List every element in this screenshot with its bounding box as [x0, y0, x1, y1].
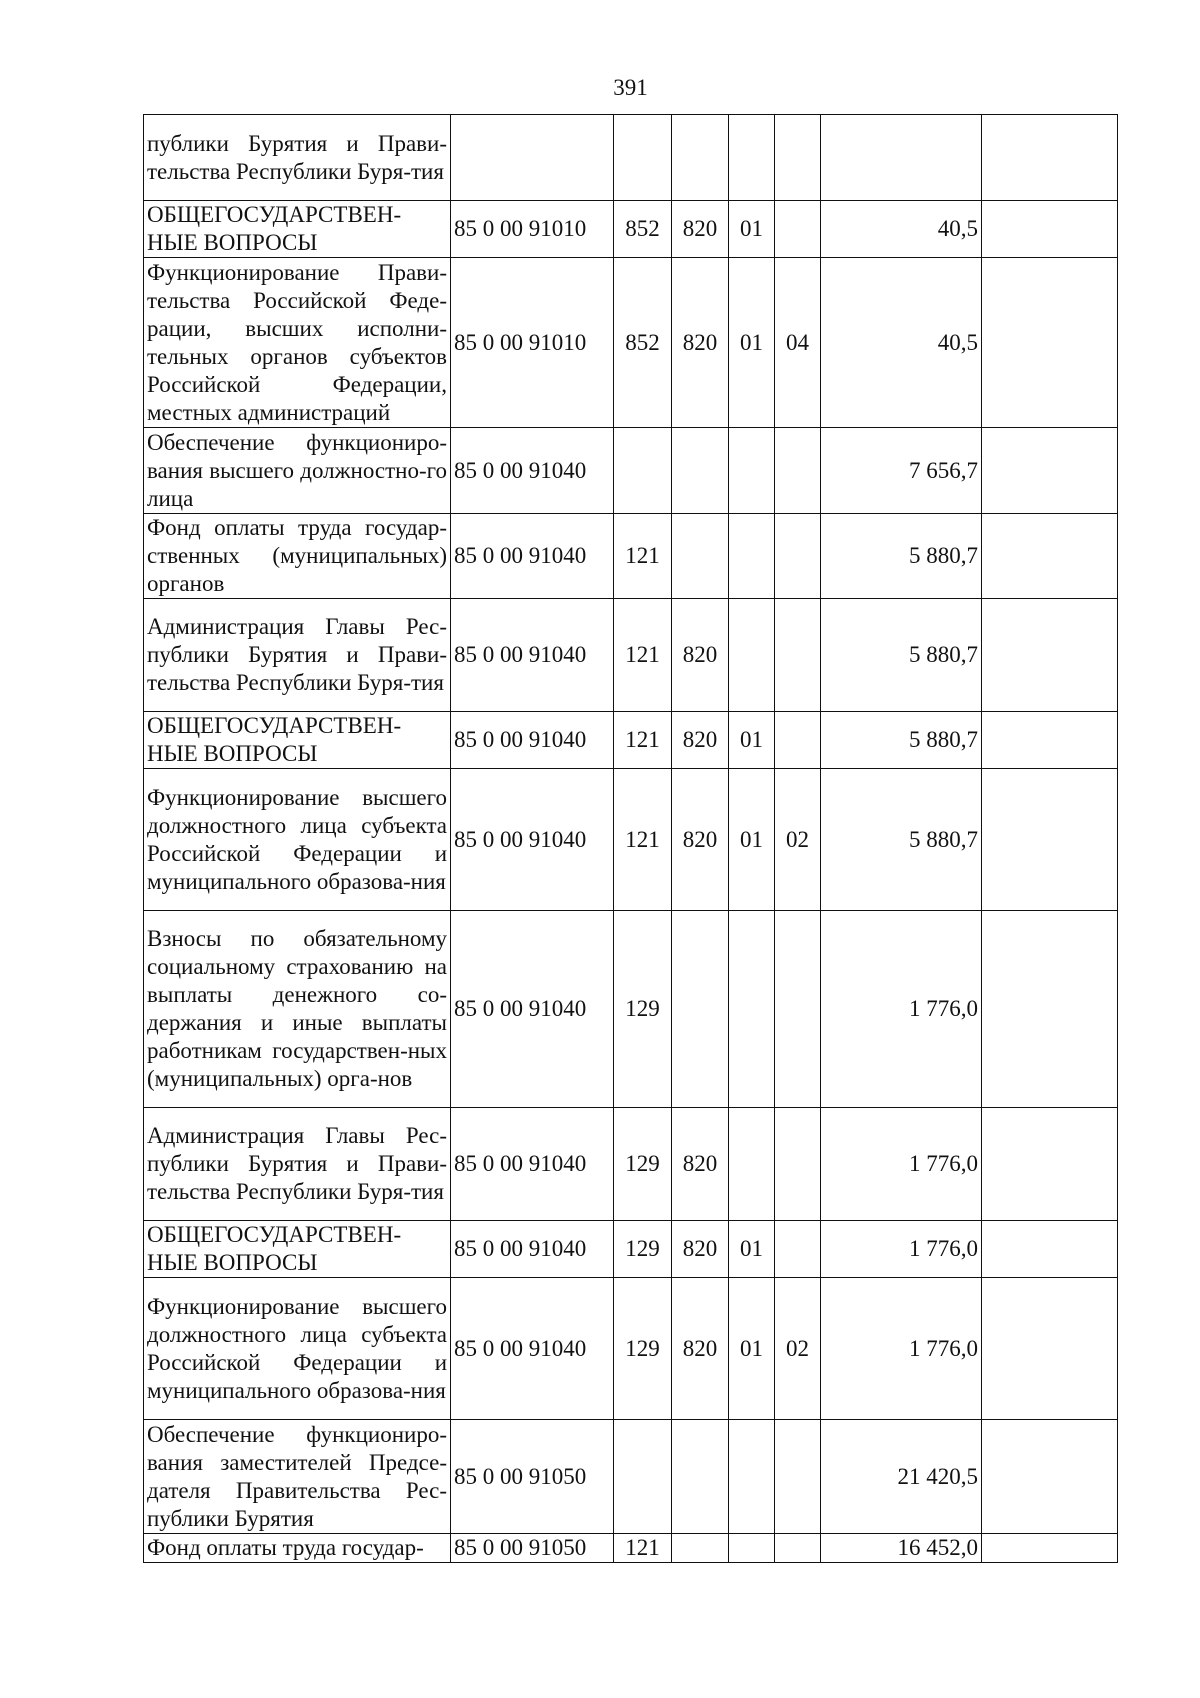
row-extra [982, 514, 1118, 599]
row-subsection [775, 1420, 821, 1534]
row-subsection [775, 911, 821, 1108]
row-amount: 5 880,7 [821, 599, 982, 712]
row-name: Фонд оплаты труда государ- [144, 1534, 451, 1563]
row-subsection [775, 514, 821, 599]
row-expense-type: 129 [614, 1108, 672, 1221]
row-target-article: 85 0 00 91010 [451, 201, 614, 258]
budget-table [143, 114, 1118, 1563]
row-section [729, 911, 775, 1108]
row-subsection [775, 712, 821, 769]
row-extra [982, 115, 1118, 201]
row-amount: 21 420,5 [821, 1420, 982, 1534]
row-name: ОБЩЕГОСУДАРСТВЕН-НЫЕ ВОПРОСЫ [144, 712, 451, 769]
row-target-article: 85 0 00 91010 [451, 258, 614, 428]
row-administrator-code [672, 428, 729, 514]
table-row [144, 1534, 1118, 1563]
table-row [144, 201, 1118, 258]
row-extra [982, 201, 1118, 258]
row-target-article: 85 0 00 91040 [451, 1278, 614, 1420]
row-subsection [775, 599, 821, 712]
row-expense-type: 129 [614, 1221, 672, 1278]
row-administrator-code: 820 [672, 599, 729, 712]
row-name: Администрация Главы Рес-публики Бурятия и Прави-тельства Республики Буря-тия [144, 599, 451, 712]
row-amount: 5 880,7 [821, 769, 982, 911]
row-section: 01 [729, 1278, 775, 1420]
row-amount: 5 880,7 [821, 712, 982, 769]
row-subsection [775, 201, 821, 258]
row-expense-type: 852 [614, 258, 672, 428]
row-expense-type: 121 [614, 769, 672, 911]
table-row [144, 1278, 1118, 1420]
row-section [729, 428, 775, 514]
table-row [144, 599, 1118, 712]
row-extra [982, 1420, 1118, 1534]
row-subsection [775, 1534, 821, 1563]
row-name: Функционирование высшего должностного лица субъекта Российской Федерации и муниципального образова-ния [144, 1278, 451, 1420]
row-name: Функционирование высшего должностного лица субъекта Российской Федерации и муниципального образова-ния [144, 769, 451, 911]
row-section: 01 [729, 201, 775, 258]
row-extra [982, 1534, 1118, 1563]
row-extra [982, 1221, 1118, 1278]
row-subsection [775, 1221, 821, 1278]
row-administrator-code: 820 [672, 201, 729, 258]
row-expense-type [614, 428, 672, 514]
row-subsection: 02 [775, 769, 821, 911]
row-administrator-code [672, 1420, 729, 1534]
row-amount: 40,5 [821, 258, 982, 428]
row-administrator-code: 820 [672, 258, 729, 428]
table-row [144, 1221, 1118, 1278]
row-name: Администрация Главы Рес-публики Бурятия и Прави-тельства Республики Буря-тия [144, 1108, 451, 1221]
row-extra [982, 428, 1118, 514]
row-section [729, 1108, 775, 1221]
row-section: 01 [729, 712, 775, 769]
row-target-article: 85 0 00 91050 [451, 1420, 614, 1534]
row-amount: 1 776,0 [821, 1108, 982, 1221]
row-subsection: 04 [775, 258, 821, 428]
row-administrator-code: 820 [672, 1221, 729, 1278]
row-extra [982, 599, 1118, 712]
page-number: 391 [613, 75, 648, 100]
row-expense-type: 121 [614, 599, 672, 712]
row-administrator-code [672, 911, 729, 1108]
row-section: 01 [729, 1221, 775, 1278]
row-expense-type: 852 [614, 201, 672, 258]
row-extra [982, 1278, 1118, 1420]
row-amount: 5 880,7 [821, 514, 982, 599]
row-extra [982, 1108, 1118, 1221]
row-extra [982, 911, 1118, 1108]
row-expense-type: 121 [614, 1534, 672, 1563]
row-expense-type: 121 [614, 712, 672, 769]
table-row [144, 712, 1118, 769]
row-target-article: 85 0 00 91050 [451, 1534, 614, 1563]
row-expense-type [614, 115, 672, 201]
row-name: Функционирование Прави-тельства Российской Феде-рации, высших исполни-тельных органов субъектов Российской Федерации, местных администраций [144, 258, 451, 428]
row-expense-type: 129 [614, 1278, 672, 1420]
row-section [729, 1534, 775, 1563]
table-row [144, 769, 1118, 911]
row-target-article: 85 0 00 91040 [451, 769, 614, 911]
row-subsection [775, 115, 821, 201]
row-name: Фонд оплаты труда государ-ственных (муниципальных) органов [144, 514, 451, 599]
row-name: ОБЩЕГОСУДАРСТВЕН-НЫЕ ВОПРОСЫ [144, 201, 451, 258]
row-target-article: 85 0 00 91040 [451, 911, 614, 1108]
row-amount [821, 115, 982, 201]
row-name: ОБЩЕГОСУДАРСТВЕН-НЫЕ ВОПРОСЫ [144, 1221, 451, 1278]
table-row [144, 428, 1118, 514]
row-administrator-code: 820 [672, 712, 729, 769]
row-administrator-code [672, 115, 729, 201]
table-row [144, 115, 1118, 201]
row-amount: 40,5 [821, 201, 982, 258]
table-row [144, 1420, 1118, 1534]
row-administrator-code: 820 [672, 769, 729, 911]
row-name: Обеспечение функциониро-вания заместителей Предсе-дателя Правительства Рес-публики Бурятия [144, 1420, 451, 1534]
row-administrator-code: 820 [672, 1278, 729, 1420]
row-amount: 7 656,7 [821, 428, 982, 514]
row-extra [982, 712, 1118, 769]
row-section [729, 1420, 775, 1534]
row-expense-type [614, 1420, 672, 1534]
row-section: 01 [729, 258, 775, 428]
row-administrator-code [672, 1534, 729, 1563]
row-target-article [451, 115, 614, 201]
table-row [144, 514, 1118, 599]
row-section [729, 115, 775, 201]
row-administrator-code [672, 514, 729, 599]
row-name: Обеспечение функциониро-вания высшего должностно-го лица [144, 428, 451, 514]
row-target-article: 85 0 00 91040 [451, 1221, 614, 1278]
row-section [729, 599, 775, 712]
row-extra [982, 258, 1118, 428]
row-target-article: 85 0 00 91040 [451, 599, 614, 712]
row-section: 01 [729, 769, 775, 911]
row-section [729, 514, 775, 599]
table-row [144, 258, 1118, 428]
row-amount: 1 776,0 [821, 1278, 982, 1420]
row-amount: 16 452,0 [821, 1534, 982, 1563]
row-amount: 1 776,0 [821, 1221, 982, 1278]
row-administrator-code: 820 [672, 1108, 729, 1221]
row-subsection: 02 [775, 1278, 821, 1420]
row-target-article: 85 0 00 91040 [451, 428, 614, 514]
table-row [144, 1108, 1118, 1221]
row-subsection [775, 1108, 821, 1221]
row-subsection [775, 428, 821, 514]
row-expense-type: 129 [614, 911, 672, 1108]
table-row [144, 911, 1118, 1108]
row-amount: 1 776,0 [821, 911, 982, 1108]
row-target-article: 85 0 00 91040 [451, 514, 614, 599]
row-extra [982, 769, 1118, 911]
row-name: публики Бурятия и Прави-тельства Республики Буря-тия [144, 115, 451, 201]
row-name: Взносы по обязательному социальному страхованию на выплаты денежного со-держания и иные выплаты работникам государствен-ных (муниципальных) орга-нов [144, 911, 451, 1108]
row-target-article: 85 0 00 91040 [451, 1108, 614, 1221]
row-expense-type: 121 [614, 514, 672, 599]
row-target-article: 85 0 00 91040 [451, 712, 614, 769]
